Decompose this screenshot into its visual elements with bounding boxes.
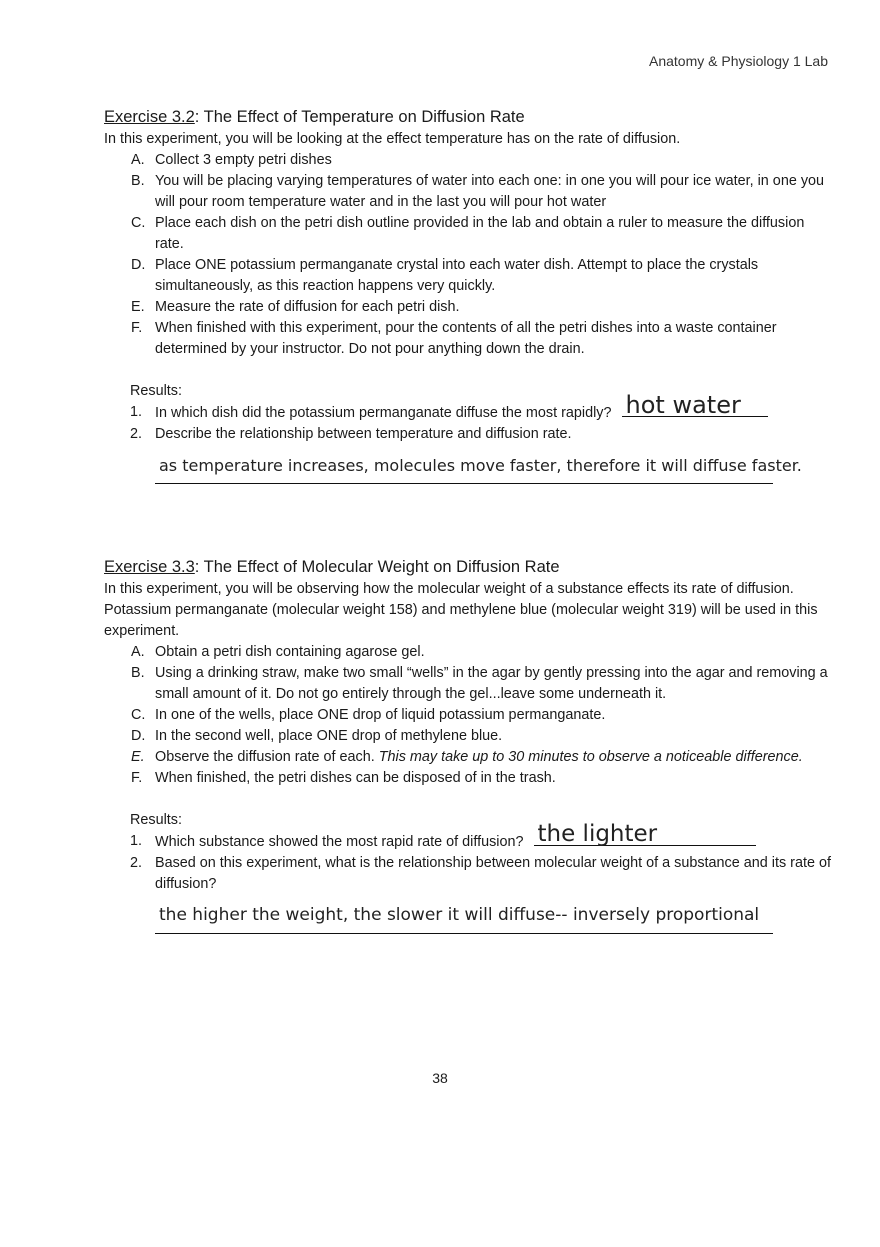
answer-field[interactable] xyxy=(155,899,773,934)
step-marker: B. xyxy=(131,665,145,681)
step-text: Obtain a petri dish containing agarose gel. xyxy=(155,644,425,660)
step-marker: C. xyxy=(131,215,146,231)
step-marker: D. xyxy=(131,728,146,744)
list-item xyxy=(104,255,834,297)
question-text: Which substance showed the most rapid rate of diffusion? xyxy=(155,834,524,850)
step-marker: C. xyxy=(131,707,146,723)
list-item xyxy=(104,297,834,318)
handwritten-answer: hot water xyxy=(625,391,741,419)
step-text: When finished, the petri dishes can be disposed of in the trash. xyxy=(155,770,556,786)
step-marker: A. xyxy=(131,152,145,168)
list-item xyxy=(104,171,834,213)
results-label: Results: xyxy=(130,812,182,828)
list-item xyxy=(104,705,834,726)
question-2 xyxy=(130,853,834,895)
list-item xyxy=(104,318,834,360)
exercise-3-3-title-text: : The Effect of Molecular Weight on Diffusion Rate xyxy=(194,558,560,576)
handwritten-answer: as temperature increases, molecules move faster, therefore it will diffuse faster. xyxy=(159,456,802,475)
exercise-3-3-results xyxy=(104,810,834,934)
step-marker: A. xyxy=(131,644,145,660)
step-text: In one of the wells, place ONE drop of liquid potassium permanganate. xyxy=(155,707,606,723)
step-text: Using a drinking straw, make two small “wells” in the agar by gently pressing into the agar and removing a small amount of it. Do not go entirely through the gel...leave some underneath it. xyxy=(155,665,828,702)
list-item xyxy=(104,747,834,768)
list-item xyxy=(104,150,834,171)
exercise-3-2-steps xyxy=(104,150,834,360)
exercise-3-3-label: Exercise 3.3 xyxy=(104,558,195,576)
step-marker: E. xyxy=(131,749,145,765)
exercise-3-2-section xyxy=(104,106,834,484)
step-text: When finished with this experiment, pour the contents of all the petri dishes into a waste container determined by your instructor. Do not pour anything down the drain. xyxy=(155,320,777,357)
question-2 xyxy=(130,424,834,445)
question-marker: 1. xyxy=(130,833,143,849)
step-note: This may take up to 30 minutes to observe a noticeable difference. xyxy=(378,749,803,765)
step-text: Place each dish on the petri dish outline provided in the lab and obtain a ruler to measure the diffusion rate. xyxy=(155,215,805,252)
list-item xyxy=(104,642,834,663)
step-marker: B. xyxy=(131,173,145,189)
step-text: In the second well, place ONE drop of methylene blue. xyxy=(155,728,503,744)
step-marker: F. xyxy=(131,770,143,786)
question-text: Based on this experiment, what is the relationship between molecular weight of a substance and its rate of diffusion? xyxy=(155,855,831,892)
step-text: Place ONE potassium permanganate crystal into each water dish. Attempt to place the crystals simultaneously, as this reaction happens very quickly. xyxy=(155,257,759,294)
page-number: 38 xyxy=(432,1070,448,1086)
step-marker: E. xyxy=(131,299,145,315)
step-text: Observe the diffusion rate of each. xyxy=(155,749,379,765)
exercise-3-2-title xyxy=(104,106,834,128)
question-1 xyxy=(130,821,834,853)
answer-field[interactable] xyxy=(622,391,768,419)
running-header: Anatomy & Physiology 1 Lab xyxy=(649,53,828,69)
exercise-3-2-label: Exercise 3.2 xyxy=(104,108,195,126)
list-item xyxy=(104,768,834,789)
step-marker: D. xyxy=(131,257,146,273)
answer-field[interactable] xyxy=(155,449,802,484)
step-text: You will be placing varying temperatures of water into each one: in one you will pour ice water, in one you will pour room temperature water and in the last you will pour hot water xyxy=(155,173,825,210)
step-marker: F. xyxy=(131,320,143,336)
question-text: Describe the relationship between temperature and diffusion rate. xyxy=(155,426,572,442)
list-item xyxy=(104,213,834,255)
question-marker: 2. xyxy=(130,426,143,442)
list-item xyxy=(104,726,834,747)
exercise-3-3-steps xyxy=(104,642,834,789)
question-text: In which dish did the potassium permanganate diffuse the most rapidly? xyxy=(155,405,612,421)
question-marker: 1. xyxy=(130,404,143,420)
question-marker: 2. xyxy=(130,855,143,871)
step-text: Measure the rate of diffusion for each petri dish. xyxy=(155,299,460,315)
handwritten-answer: the lighter xyxy=(537,821,658,847)
exercise-3-3-intro: In this experiment, you will be observing how the molecular weight of a substance effects its rate of diffusion. Potassium permanganate (molecular weight 158) and methylene blue (molecular weight 319) will be used in this experiment. xyxy=(104,581,818,639)
exercise-3-2-title-text: : The Effect of Temperature on Diffusion Rate xyxy=(194,108,525,126)
exercise-3-3-section xyxy=(104,556,834,934)
list-item xyxy=(104,663,834,705)
exercise-3-2-results xyxy=(104,381,834,484)
answer-field[interactable] xyxy=(534,821,756,847)
step-text: Collect 3 empty petri dishes xyxy=(155,152,332,168)
exercise-3-3-title xyxy=(104,556,834,578)
results-label: Results: xyxy=(130,383,182,399)
exercise-3-2-intro: In this experiment, you will be looking at the effect temperature has on the rate of diffusion. xyxy=(104,131,681,147)
handwritten-answer: the higher the weight, the slower it will diffuse-- inversely proportional xyxy=(159,905,760,925)
